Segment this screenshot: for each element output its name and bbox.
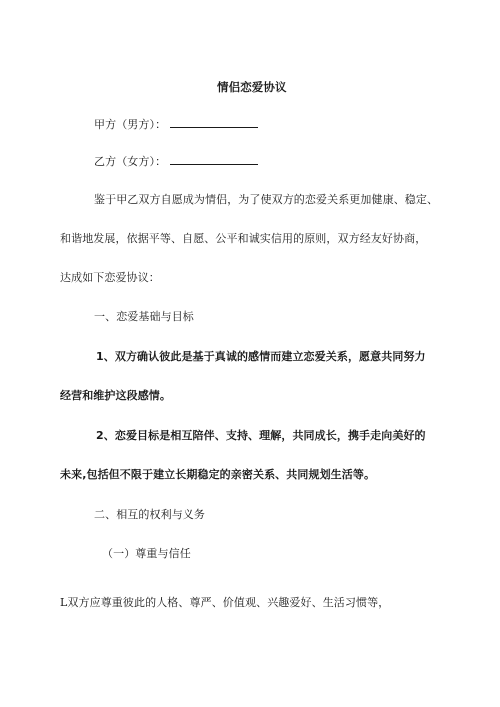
document-title: 情侣恋爱协议 [217, 80, 287, 94]
clause-l1-prefix: L [60, 596, 68, 609]
clause-l1-text: 双方应尊重彼此的人格、尊严、价值观、兴趣爱好、生活习惯等， [67, 596, 390, 609]
intro-line-3: 达成如下恋爱协议： [60, 271, 160, 284]
clause1-line-2: 经营和维护这段感情。 [60, 389, 171, 402]
section1-heading: 一、恋爱基础与目标 [94, 310, 194, 323]
party-a-label: 甲方（男方）： [94, 118, 167, 131]
party-a-blank[interactable] [170, 117, 258, 128]
party-a-line [94, 117, 258, 132]
clause2-line-1: 2、恋爱目标是相互陪伴、支持、理解，共同成长，携手走向美好的 [96, 429, 426, 442]
party-b-blank[interactable] [170, 154, 258, 165]
party-b-label: 乙方（女方）： [94, 155, 167, 168]
subsection1-heading: （一）尊重与信任 [102, 547, 191, 560]
clause2-line-2: 未来,包括但不限于建立长期稳定的亲密关系、共同规划生活等。 [60, 468, 376, 481]
section2-heading: 二、相互的权利与义务 [94, 508, 205, 521]
intro-line-2: 和谐地发展，依据平等、自愿、公平和诚实信用的原则，双方经友好协商， [60, 232, 427, 245]
party-b-line [94, 154, 258, 169]
clause-l1-line [60, 596, 389, 610]
intro-line-1: 鉴于甲乙双方自愿成为情侣，为了使双方的恋爱关系更加健康、稳定、 [94, 193, 439, 206]
clause1-line-1: 1、双方确认彼此是基于真诚的感情而建立恋爱关系，愿意共同努力 [96, 350, 426, 363]
